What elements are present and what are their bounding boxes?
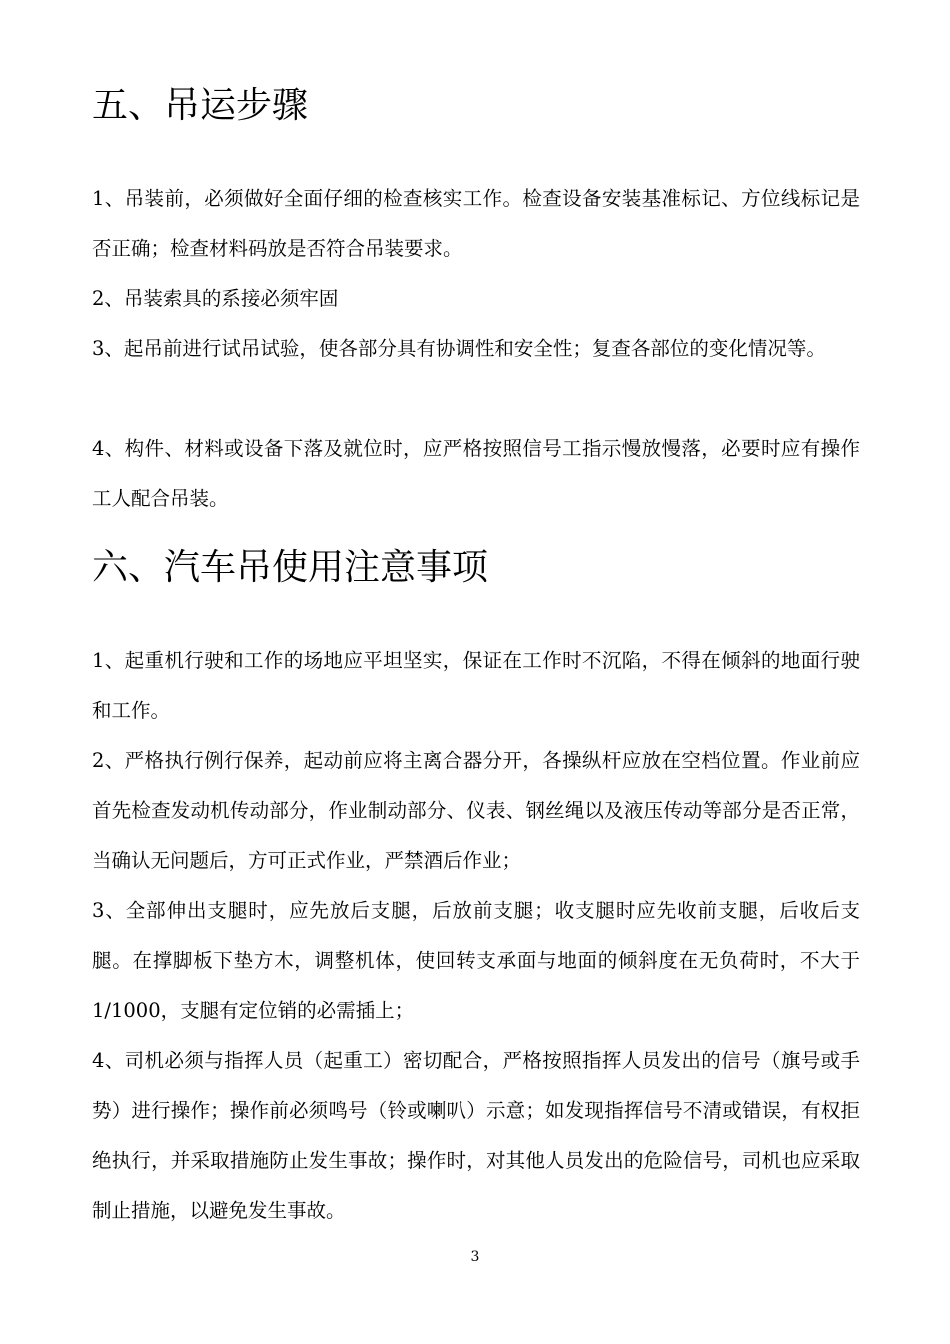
section-5-item-3: 3、起吊前进行试吊试验，使各部分具有协调性和安全性；复查各部位的变化情况等。 [92, 337, 826, 360]
section-6-item-3: 3、全部伸出支腿时，应先放后支腿，后放前支腿；收支腿时应先收前支腿，后收后支腿。在撑脚板下垫方木，调整机体，使回转支承面与地面的倾斜度在无负荷时，不大于 1/1000，支腿有定位销的必需插上； [92, 899, 860, 1022]
section-6-heading: 六、汽车吊使用注意事项 [92, 547, 489, 588]
section-6-item-2: 2、严格执行例行保养，起动前应将主离合器分开，各操纵杆应放在空档位置。作业前应首先检查发动机传动部分，作业制动部分、仪表、钢丝绳以及液压传动等部分是否正常，当确认无问题后，方可正式作业，严禁酒后作业； [92, 749, 860, 872]
section-5-item-4: 4、构件、材料或设备下落及就位时，应严格按照信号工指示慢放慢落，必要时应有操作工人配合吊装。 [92, 437, 860, 510]
section-5-item-2: 2、吊装索具的系接必须牢固 [92, 287, 339, 310]
section-6-item-1: 1、起重机行驶和工作的场地应平坦坚实，保证在工作时不沉陷，不得在倾斜的地面行驶和工作。 [92, 649, 860, 722]
page-number: 3 [470, 1249, 480, 1265]
section-5-heading: 五、吊运步骤 [92, 85, 309, 126]
section-6-item-4: 4、司机必须与指挥人员（起重工）密切配合，严格按照指挥人员发出的信号（旗号或手势）进行操作；操作前必须鸣号（铃或喇叭）示意；如发现指挥信号不清或错误，有权拒绝执行，并采取措施防止发生事故；操作时，对其他人员发出的危险信号，司机也应采取制止措施，以避免发生事故。 [92, 1049, 860, 1222]
section-5-item-1: 1、吊装前，必须做好全面仔细的检查核实工作。检查设备安装基准标记、方位线标记是否正确；检查材料码放是否符合吊装要求。 [92, 187, 860, 260]
